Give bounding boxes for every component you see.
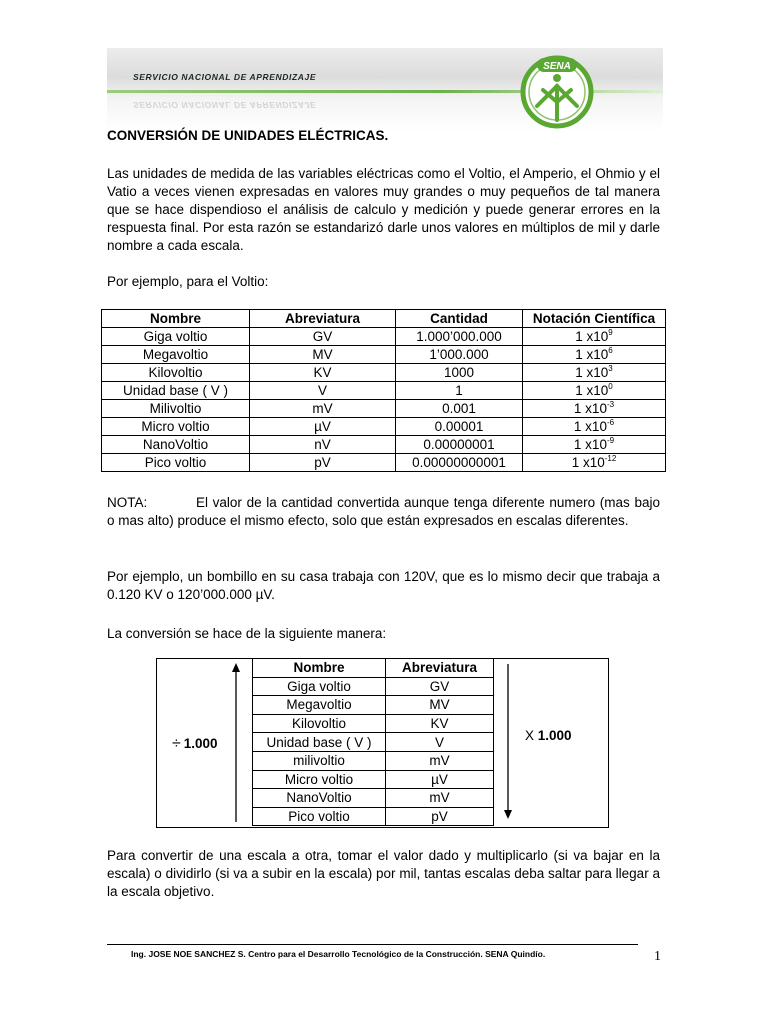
cell-nombre: Megavoltio	[102, 346, 250, 364]
header-nombre: Nombre	[253, 659, 386, 678]
units-table-body	[102, 328, 666, 472]
footer-divider	[107, 944, 638, 945]
cell-notacion	[523, 382, 666, 400]
table-row	[102, 364, 666, 382]
header-abreviatura: Abreviatura	[386, 659, 494, 678]
table-row	[253, 677, 494, 696]
cell-abreviatura: nV	[250, 436, 396, 454]
note-text: El valor de la cantidad convertida aunque tenga diferente numero (mas bajo o mas alto) produce el mismo efecto, solo que están expresados en escalas diferentes.	[107, 495, 660, 528]
cell-cantidad: 1’000.000	[396, 346, 523, 364]
notation-exponent: 9	[608, 327, 613, 337]
cell-nombre: Megavoltio	[253, 696, 386, 715]
cell-nombre: Kilovoltio	[102, 364, 250, 382]
notation-exponent: -9	[606, 435, 615, 445]
header-cantidad: Cantidad	[396, 310, 523, 328]
notation-exponent: 0	[608, 381, 613, 391]
notation-exponent: -3	[606, 399, 615, 409]
table-row	[102, 400, 666, 418]
cell-notacion	[523, 436, 666, 454]
divide-icon: ÷	[172, 735, 181, 752]
conversion-table	[252, 658, 494, 826]
cell-nombre: NanoVoltio	[102, 436, 250, 454]
table-row	[253, 751, 494, 770]
cell-abreviatura: GV	[250, 328, 396, 346]
cell-cantidad: 0.00000001	[396, 436, 523, 454]
notation-exponent: 6	[608, 345, 613, 355]
cell-nombre: Pico voltio	[253, 807, 386, 826]
cell-notacion	[523, 454, 666, 472]
notation-exponent: -12	[604, 453, 617, 463]
notation-base: 1 x10	[573, 437, 607, 452]
cell-nombre: Giga voltio	[253, 677, 386, 696]
cell-abreviatura: mV	[250, 400, 396, 418]
cell-nombre: Milivoltio	[102, 400, 250, 418]
cell-abreviatura: µV	[386, 770, 494, 789]
cell-nombre: Micro voltio	[253, 770, 386, 789]
cell-abreviatura: MV	[386, 696, 494, 715]
org-name: SERVICIO NACIONAL DE APRENDIZAJE	[133, 72, 317, 82]
table-row	[102, 328, 666, 346]
cell-cantidad: 0.00001	[396, 418, 523, 436]
page-number: 1	[654, 949, 661, 964]
notation-base: 1 x10	[575, 347, 609, 362]
table-row	[253, 807, 494, 826]
notation-base: 1 x10	[575, 383, 609, 398]
cell-abreviatura: V	[250, 382, 396, 400]
cell-abreviatura: µV	[250, 418, 396, 436]
conversion-table-body	[253, 677, 494, 826]
header-abreviatura: Abreviatura	[250, 310, 396, 328]
cell-abreviatura: V	[386, 733, 494, 752]
down-arrow	[500, 662, 516, 822]
notation-base: 1 x10	[575, 365, 609, 380]
notation-base: 1 x10	[575, 329, 609, 344]
intro-paragraph: Las unidades de medida de las variables eléctricas como el Voltio, el Amperio, el Ohmio y el Vatio a veces vienen expresadas en valores muy grandes o muy pequeños de tal manera que se hace dispendioso el análisis de calculo y medición y puede generar errores en la respuesta final. Por esta razón se estandarizó darle unos valores en múltiplos de mil y darle nombre a cada escala.	[107, 166, 660, 253]
units-table	[101, 309, 666, 472]
cell-nombre: Kilovoltio	[253, 714, 386, 733]
org-name-reflection: SERVICIO NACIONAL DE APRENDIZAJE	[133, 100, 317, 110]
notation-exponent: 3	[608, 363, 613, 373]
notation-base: 1 x10	[573, 401, 607, 416]
cell-notacion	[523, 346, 666, 364]
note-paragraph	[107, 494, 660, 530]
up-arrow	[228, 662, 244, 824]
divide-label	[172, 735, 218, 753]
cell-nombre: Unidad base ( V )	[102, 382, 250, 400]
header-nombre: Nombre	[102, 310, 250, 328]
footer-text: Ing. JOSE NOE SANCHEZ S. Centro para el Desarrollo Tecnológico de la Construcción. SENA Quindío.	[131, 949, 546, 959]
cell-notacion	[523, 364, 666, 382]
table-row	[253, 714, 494, 733]
cell-nombre: Pico voltio	[102, 454, 250, 472]
cell-notacion	[523, 418, 666, 436]
conversion-intro: La conversión se hace de la siguiente manera:	[107, 626, 387, 641]
table-row	[253, 770, 494, 789]
cell-cantidad: 1	[396, 382, 523, 400]
cell-abreviatura: MV	[250, 346, 396, 364]
cell-cantidad: 1000	[396, 364, 523, 382]
table-row	[253, 789, 494, 808]
cell-nombre: Giga voltio	[102, 328, 250, 346]
table-row	[102, 418, 666, 436]
multiply-label	[525, 728, 572, 743]
example-intro: Por ejemplo, para el Voltio:	[107, 274, 269, 289]
conversion-table-header	[253, 659, 494, 678]
cell-nombre: Micro voltio	[102, 418, 250, 436]
header-notacion: Notación Científica	[523, 310, 666, 328]
multiply-icon: X	[525, 728, 535, 743]
cell-abreviatura: GV	[386, 677, 494, 696]
multiply-value: 1.000	[537, 728, 572, 743]
cell-abreviatura: KV	[386, 714, 494, 733]
cell-nombre: milivoltio	[253, 751, 386, 770]
cell-cantidad: 1.000’000.000	[396, 328, 523, 346]
notation-base: 1 x10	[571, 455, 605, 470]
cell-abreviatura: mV	[386, 789, 494, 808]
table-row	[102, 382, 666, 400]
cell-abreviatura: pV	[250, 454, 396, 472]
cell-notacion	[523, 328, 666, 346]
cell-abreviatura: pV	[386, 807, 494, 826]
cell-abreviatura: mV	[386, 751, 494, 770]
cell-nombre: Unidad base ( V )	[253, 733, 386, 752]
cell-notacion	[523, 400, 666, 418]
cell-abreviatura: KV	[250, 364, 396, 382]
logo-text: SENA	[543, 61, 571, 72]
example2-paragraph: Por ejemplo, un bombillo en su casa trabaja con 120V, que es lo mismo decir que trabaja a 0.120 KV o 120’000.000 µV.	[107, 569, 660, 602]
notation-base: 1 x10	[573, 419, 607, 434]
table-row	[102, 346, 666, 364]
notation-exponent: -6	[606, 417, 615, 427]
page-title: CONVERSIÓN DE UNIDADES ELÉCTRICAS.	[107, 128, 389, 143]
table-row	[253, 733, 494, 752]
cell-cantidad: 0.00000000001	[396, 454, 523, 472]
table-row	[253, 696, 494, 715]
note-label: NOTA:	[107, 495, 148, 510]
table-row	[102, 436, 666, 454]
units-table-header	[102, 310, 666, 328]
table-row	[102, 454, 666, 472]
header-banner	[107, 48, 663, 132]
divide-value: 1.000	[183, 736, 218, 751]
cell-nombre: NanoVoltio	[253, 789, 386, 808]
closing-paragraph: Para convertir de una escala a otra, tomar el valor dado y multiplicarlo (si va bajar en la escala) o dividirlo (si va a subir en la escala) por mil, tantas escalas deba saltar para llegar a la escala objetivo.	[107, 848, 660, 899]
sena-logo	[517, 50, 597, 130]
cell-cantidad: 0.001	[396, 400, 523, 418]
